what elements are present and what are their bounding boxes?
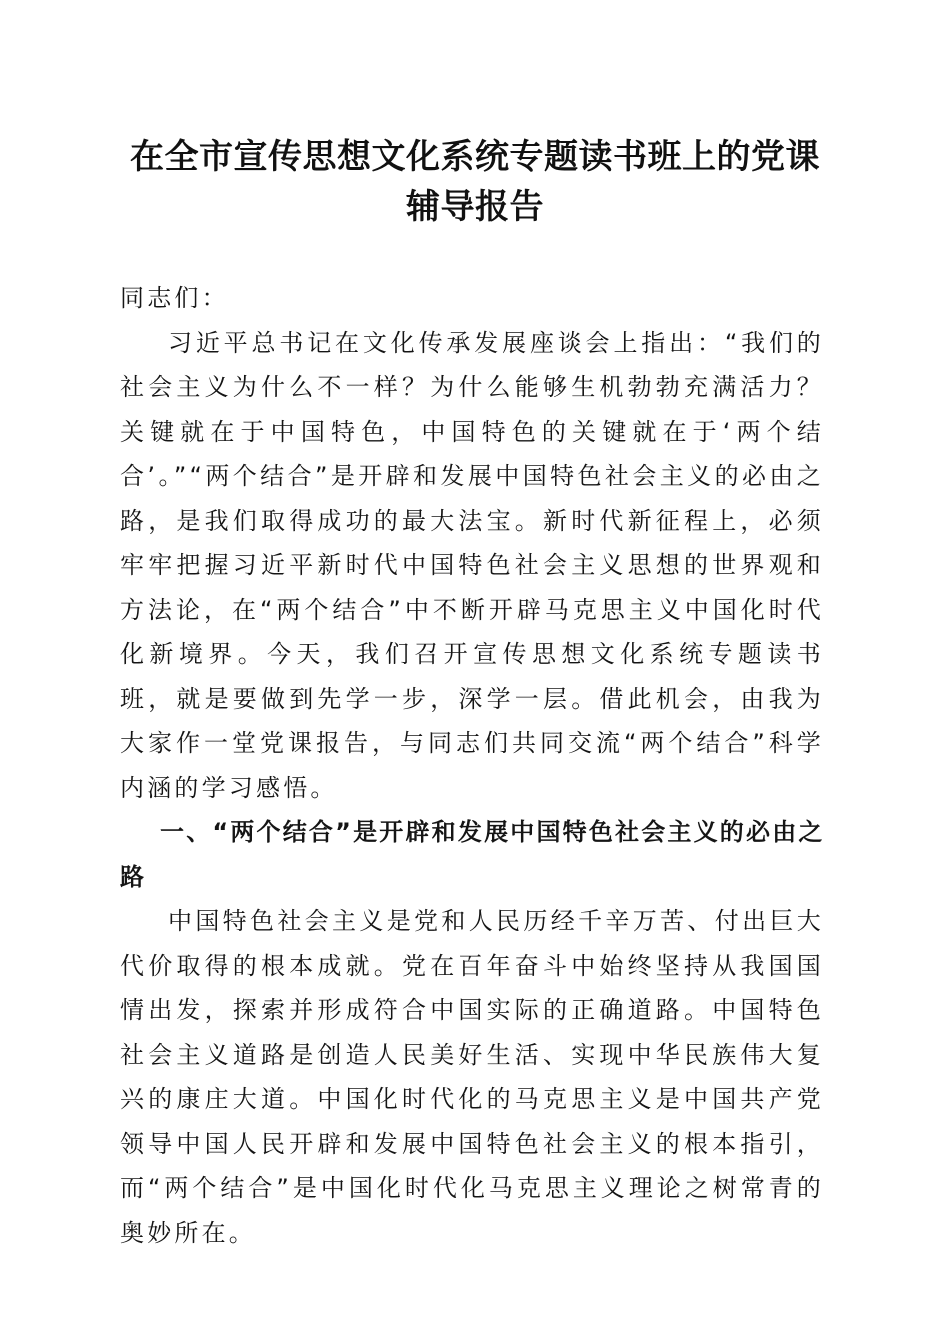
section-heading-1: 一、“两个结合”是开辟和发展中国特色社会主义的必由之路	[120, 818, 824, 891]
document-title-line-1: 在全市宣传思想文化系统专题读书班上的党课	[130, 137, 820, 177]
intro-paragraph: 习近平总书记在文化传承发展座谈会上指出：“我们的社会主义为什么不一样？为什么能够生机勃勃充满活力？关键就在于中国特色，中国特色的关键就在于‘两个结合’。”“两个结合”是开辟和发展中国特色社会主义的必由之路，是我们取得成功的最大法宝。新时代新征程上，必须牢牢把握习近平新时代中国特色社会主义思想的世界观和方法论，在“两个结合”中不断开辟马克思主义中国化时代化新境界。今天，我们召开宣传思想文化系统专题读书班，就是要做到先学一步，深学一层。借此机会，由我为大家作一堂党课报告，与同志们共同交流“两个结合”科学内涵的学习感悟。	[120, 328, 824, 802]
document-body	[120, 276, 824, 1255]
section-1-paragraph: 中国特色社会主义是党和人民历经千辛万苦、付出巨大代价取得的根本成就。党在百年奋斗中始终坚持从我国国情出发，探索并形成符合中国实际的正确道路。中国特色社会主义道路是创造人民美好生活、实现中华民族伟大复兴的康庄大道。中国化时代化的马克思主义是中国共产党领导中国人民开辟和发展中国特色社会主义的根本指引，而“两个结合”是中国化时代化马克思主义理论之树常青的奥妙所在。	[120, 907, 824, 1247]
document-title	[100, 132, 850, 232]
document-title-line-2: 辅导报告	[406, 187, 544, 227]
salutation: 同志们：	[120, 284, 229, 312]
